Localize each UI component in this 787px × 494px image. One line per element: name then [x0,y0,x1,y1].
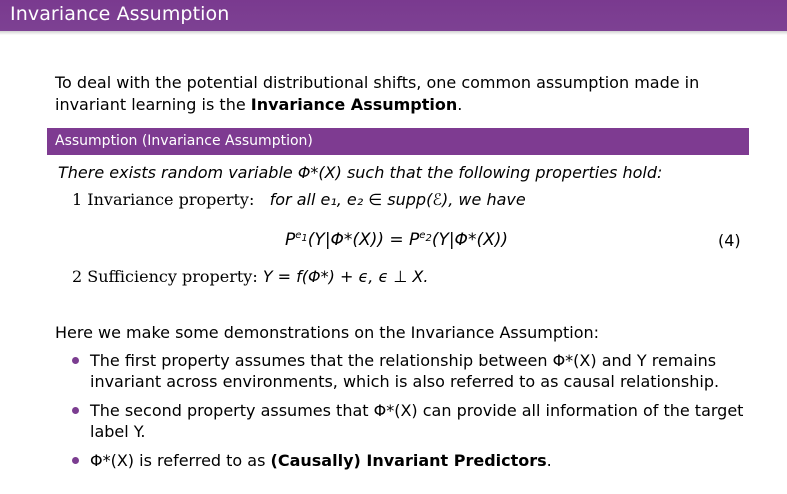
title-shadow [0,31,787,35]
bullet-icon [72,407,79,414]
equation-number: (4) [718,231,741,250]
intro-text: To deal with the potential distributional shifts, one common assumption made in invariant learning is the [55,73,700,114]
assumption-statement: There exists random variable Φ*(X) such that the following properties hold: [58,163,663,182]
intro-end: . [457,95,463,114]
bullet-1-text: The first property assumes that the relationship between Φ*(X) and Y remains invariant across environments, which is also referred to as causal relationship. [90,351,720,391]
slide-title: Invariance Assumption [10,3,230,25]
item-1-text: for all e₁, e₂ ∈ supp(ℰ), we have [269,190,526,209]
intro-bold-term: Invariance Assumption [250,95,458,114]
list-item [68,400,748,442]
item-2-text: Y = f(Φ*) + ϵ, ϵ ⊥ X. [262,267,429,286]
item-1-label: Invariance property: [87,190,255,209]
demonstration-list [68,350,748,479]
item-2-label: Sufficiency property: [87,267,258,286]
assumption-item-1 [72,190,526,209]
demonstrations-lead: Here we make some demonstrations on the Invariance Assumption: [55,323,600,342]
item-1-number: 1 [72,190,83,209]
bullet-icon [72,457,79,464]
bullet-3-text: Φ*(X) is referred to as [90,451,271,470]
intro-paragraph [55,72,745,116]
assumption-item-2 [72,267,428,286]
item-2-number: 2 [72,267,83,286]
assumption-block-header [47,128,749,155]
assumption-header-text: Assumption (Invariance Assumption) [55,133,313,149]
bullet-icon [72,357,79,364]
slide-title-bar [0,0,787,31]
bullet-3-bold: (Causally) Invariant Predictors [270,451,547,470]
invariance-equation: $P^{e_1}(Y|\Phi*(X)) = P^{e_2}(Y|\Phi*(X))$ [285,230,508,250]
list-item [68,450,748,471]
bullet-3-end: . [546,451,552,470]
list-item [68,350,748,392]
bullet-2-text: The second property assumes that Φ*(X) can provide all information of the target label Y. [90,401,744,441]
